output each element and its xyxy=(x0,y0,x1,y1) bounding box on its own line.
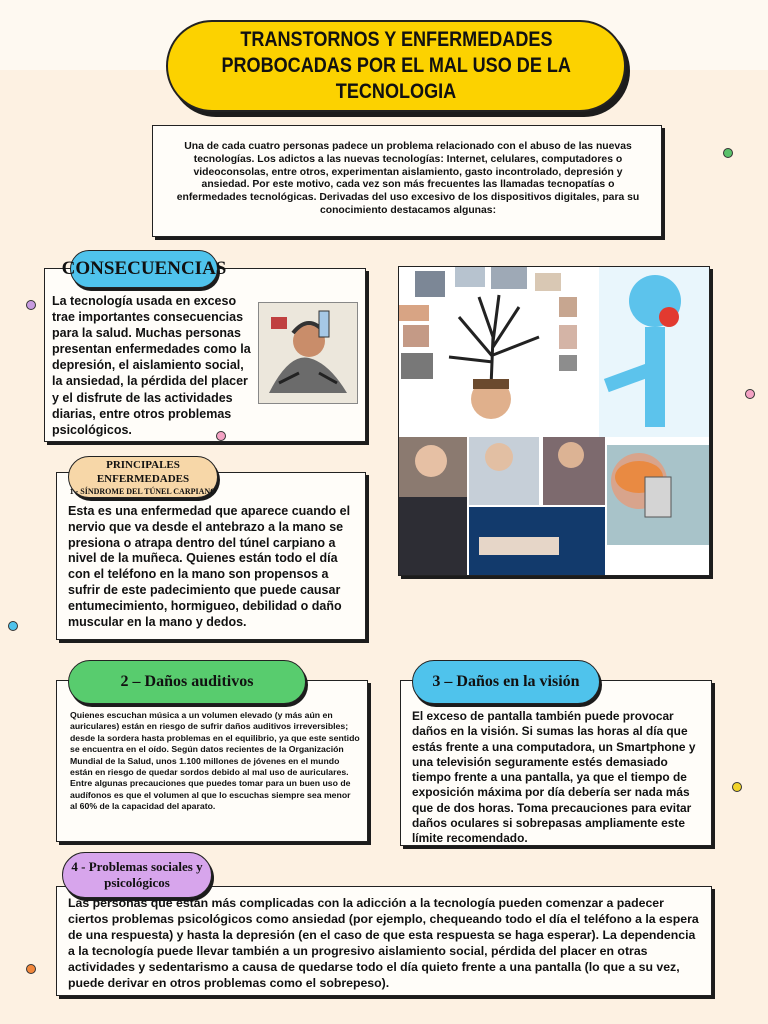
principales-text: Esta es una enfermedad que aparece cuando el nervio que va desde el antebrazo a la mano se presiona o atrapa dentro del túnel carpiano a nivel de la muñeca. Quienes están todo el día con el teléfono en la mano son propensos a sufrir de este padecimiento que puede causar entumecimiento, hormigueo, debilidad o daño muscular en la mano y dedos. xyxy=(68,504,351,629)
title-line-2: PROBOCADAS POR EL MAL USO DE LA xyxy=(221,54,571,77)
decor-dot-orange xyxy=(26,964,36,974)
decor-dot-blue xyxy=(8,621,18,631)
principales-heading: PRINCIPALES ENFERMEDADES xyxy=(96,458,190,485)
stress-cartoon-image xyxy=(258,302,358,404)
sociales-text: Las personas que están más complicadas con la adicción a la tecnología pueden comenzar a padecer ciertos problemas psicológicos como ansiedad (por ejemplo, chequeando todo el día el teléfono a la espera de una respuesta) y hasta la depresión (en el caso de que esta respuesta se haga esperar). La dependencia a la tecnología puede llevar también a un progresivo aislamiento social, pérdida del placer en otras actividades y sedentarismo a causa de quedarse todo el día quieto frente a una pantalla (lo que a su vez, puede derivar en otros problemas como el sobrepeso). xyxy=(68,896,699,990)
sociales-heading-pill xyxy=(62,852,212,898)
sociales-heading-line-2: psicológicos xyxy=(104,875,170,890)
title-line-1: TRANSTORNOS Y ENFERMEDADES xyxy=(239,28,553,51)
title-line-3: TECNOLOGIA xyxy=(335,80,457,103)
collage-card xyxy=(398,266,710,576)
sociales-heading-line-1: 4 - Problemas sociales y xyxy=(71,859,203,874)
auditivos-heading: 2 – Daños auditivos xyxy=(68,660,306,704)
vision-text: El exceso de pantalla también puede provocar daños en la visión. Si sumas las horas al día que estás frente a una computadora, un Smartphone y una televisión seguramente estés demasiado tiempo frente a una pantalla, ya que el tiempo de exposición máxima por día debería ser nada más que de dos horas. Toma precauciones para evitar daños oculares si sobrepasas ampliamente este límite recomendado. xyxy=(412,709,696,846)
collage-image xyxy=(399,267,709,575)
auditivos-text: Quienes escuchan música a un volumen elevado (y más aún en auriculares) están en riesgo de sufrir daños auditivos irreversibles; desde la sordera hasta problemas en el equilibrio, ya que este sentido se encuentra en el oído. Según datos recientes de la Organización Mundial de la Salud, unos 1.100 millones de jóvenes en el mundo están en riesgo de quedar sordos debido al mal uso de auriculares. Entre algunas precauciones que puedes tomar para un buen uso de audífonos es que el volumen al que lo escuchas siempre sea menor al 60% de la capacidad del aparato. xyxy=(70,710,360,812)
title-banner xyxy=(166,20,626,112)
intro-card xyxy=(152,125,662,237)
decor-dot-pink-right xyxy=(745,389,755,399)
principales-subheading: 1 - SÍNDROME DEL TÚNEL CARPIANO xyxy=(69,486,217,496)
intro-text: Una de cada cuatro personas padece un problema relacionado con el abuso de las nuevas tecnologías. Los adictos a las nuevas tecnologías: Internet, celulares, computadores o videoconsolas, entre otros, experimentan aislamiento, gasto incontrolado, depresión y ansiedad. Por este motivo, cada vez son más frecuentes las llamadas tecnopatías o enfermedades tecnológicas. Derivadas del uso excesivo de los dispositivos digitales, para su conocimiento destacamos algunas: xyxy=(176,141,640,216)
decor-dot-green xyxy=(723,148,733,158)
consecuencias-text: La tecnología usada en exceso trae importantes consecuencias para la salud. Muchas personas presentan enfermedades como la depresión, el aislamiento social, la ansiedad, la pérdida del placer y el disfrute de las actividades diarias, entre otros problemas psicológicos. xyxy=(52,294,251,437)
principales-heading-pill xyxy=(68,456,218,498)
decor-dot-yellow xyxy=(732,782,742,792)
consecuencias-heading: CONSECUENCIAS xyxy=(70,250,218,288)
decor-dot-purple xyxy=(26,300,36,310)
vision-heading: 3 – Daños en la visión xyxy=(412,660,600,704)
decor-dot-pink-top xyxy=(216,431,226,441)
